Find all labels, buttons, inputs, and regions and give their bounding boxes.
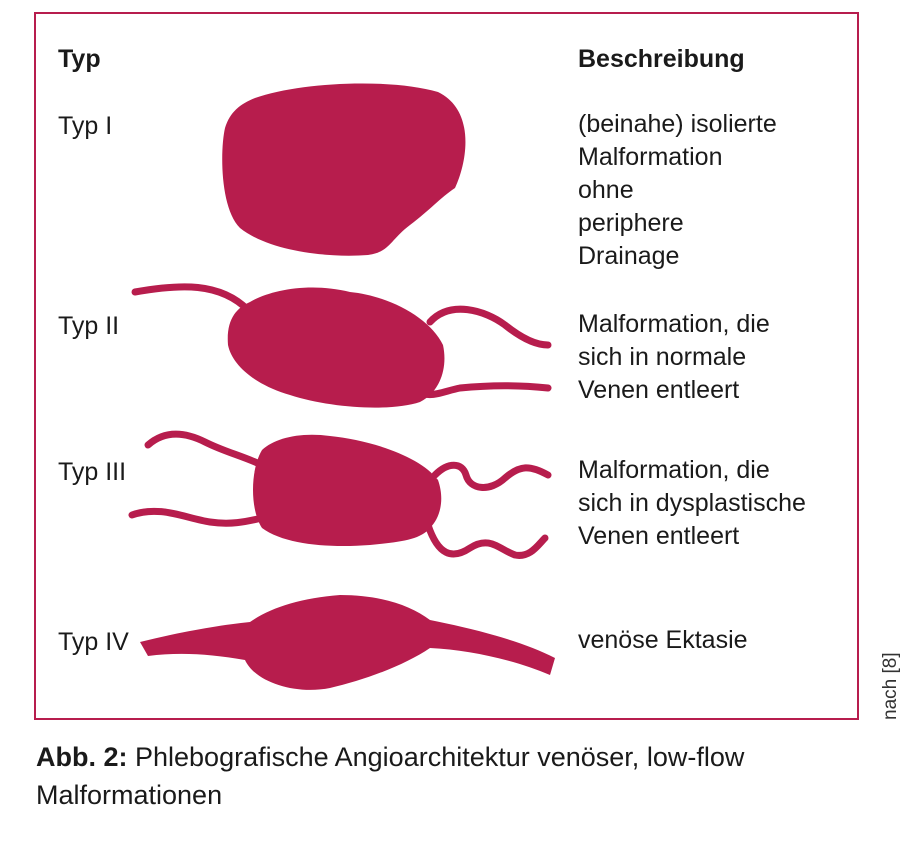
type-2-vein	[430, 309, 548, 345]
description-2-line: sich in normale	[578, 343, 747, 371]
header-description: Beschreibung	[578, 45, 745, 73]
description-2-line: Venen entleert	[578, 376, 740, 404]
type-2-vein	[135, 287, 248, 310]
description-3-line: sich in dysplastische	[578, 489, 806, 517]
description-1-line: Malformation	[578, 143, 723, 171]
source-note: nach [8]	[880, 652, 901, 720]
caption-label: Abb. 2:	[36, 742, 128, 772]
type-label-4: Typ IV	[58, 628, 129, 656]
description-1-line: Drainage	[578, 242, 680, 270]
type-3-shape	[132, 434, 548, 555]
figure-caption	[36, 738, 896, 814]
type-3-body	[253, 435, 441, 546]
type-3-vein	[148, 434, 262, 465]
type-4-shape	[140, 595, 555, 690]
description-3-line: Venen entleert	[578, 522, 740, 550]
description-3-line: Malformation, die	[578, 456, 770, 484]
type-label-1: Typ I	[58, 112, 113, 140]
caption-text: Phlebografische Angioarchitektur venöser, low-flow Malformationen	[36, 742, 745, 810]
type-label-3: Typ III	[58, 458, 127, 486]
description-1-line: periphere	[578, 209, 684, 237]
type-3-vein	[428, 525, 545, 555]
description-1-line: (beinahe) isolierte	[578, 110, 777, 138]
header-type: Typ	[58, 45, 101, 73]
type-1-shape	[222, 83, 465, 255]
description-4-line: venöse Ektasie	[578, 626, 748, 654]
type-label-2: Typ II	[58, 312, 120, 340]
type-3-vein	[132, 511, 262, 523]
type-2-body	[228, 287, 445, 407]
description-1-line: ohne	[578, 176, 634, 204]
type-2-shape	[135, 287, 548, 408]
type-3-vein	[435, 465, 548, 487]
description-2-line: Malformation, die	[578, 310, 770, 338]
